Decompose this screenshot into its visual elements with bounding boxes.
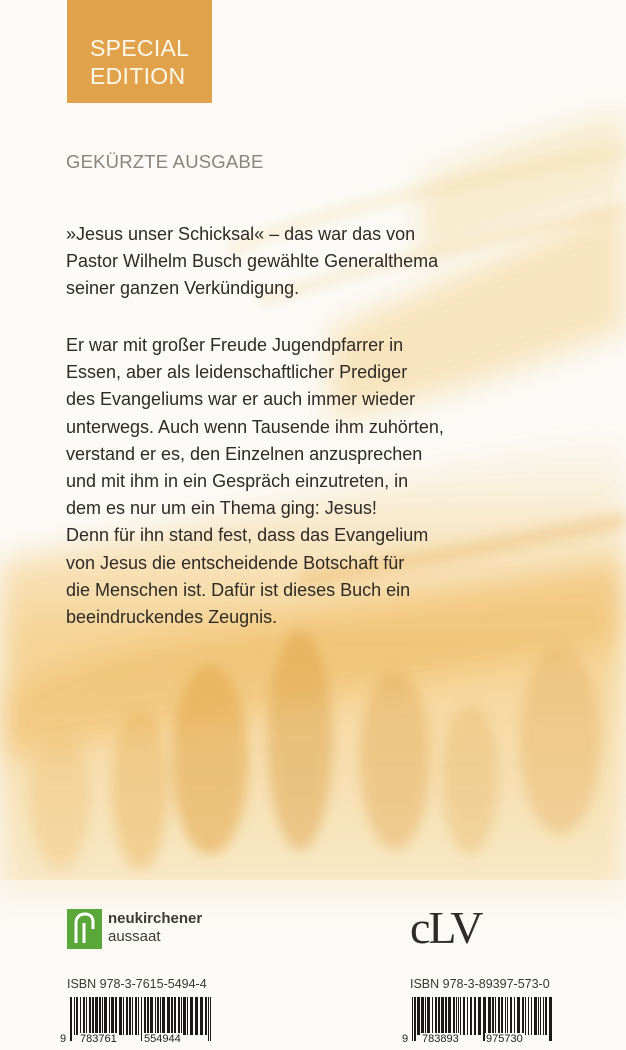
p1-line: Pastor Wilhelm Busch gewählte Generalthema [66, 251, 439, 272]
barcode-bar [200, 997, 203, 1035]
barcode-bar [425, 997, 426, 1035]
barcode-bar [460, 997, 461, 1035]
barcode-bar [522, 997, 524, 1035]
barcode-bar [531, 997, 532, 1035]
barcode-bar [514, 997, 515, 1035]
barcode-bar [495, 997, 496, 1035]
barcode-bar [132, 997, 133, 1035]
neukirchener-logo-icon [67, 909, 102, 949]
barcode-bar [74, 997, 75, 1035]
barcode-bar [505, 997, 506, 1035]
barcode-bar [445, 997, 447, 1035]
barcode-bar [510, 997, 512, 1035]
barcode-digit-group-1: 783893 [422, 1033, 459, 1045]
barcode-bar [76, 997, 78, 1035]
barcode-digit-group-2: 975730 [486, 1033, 523, 1045]
barcode-bar [126, 997, 128, 1035]
barcode-bar [171, 997, 173, 1035]
barcode-bar [540, 997, 541, 1035]
barcode-bar [92, 997, 94, 1035]
barcode-bar [160, 997, 161, 1035]
p1-line: »Jesus unser Schicksal« – das war das von [66, 224, 416, 244]
p1-line: seiner ganzen Verkündigung. [66, 278, 300, 299]
barcode-bar [109, 997, 110, 1035]
blurb-paragraph-1 [66, 221, 586, 303]
barcode-bar [458, 997, 459, 1035]
barcode-bar [162, 997, 165, 1035]
barcode-bar [86, 997, 87, 1035]
barcode-bar [150, 997, 153, 1035]
barcode-bar [525, 997, 526, 1035]
barcode-bar [507, 997, 508, 1035]
blurb-paragraph-2 [66, 332, 586, 631]
barcode-digit-group-2: 554944 [144, 1033, 181, 1045]
barcode-bar [438, 997, 440, 1035]
barcode-bar [448, 997, 451, 1035]
barcode-bar [99, 997, 101, 1035]
barcode-bar [181, 997, 182, 1035]
special-edition-badge [67, 0, 212, 103]
barcode-bar [467, 997, 468, 1035]
p2-line: Denn für ihn stand fest, dass das Evangelium [66, 525, 429, 546]
p2-line: und mit ihm in ein Gespräch einzutreten, in [66, 471, 409, 492]
p2-line: beeindruckendes Zeugnis. [66, 607, 278, 628]
barcode-bar [432, 997, 433, 1035]
p2-line: Essen, aber als leidenschaftlicher Prediger [66, 362, 408, 383]
barcode-bar [115, 997, 117, 1035]
barcode-bar [435, 997, 437, 1035]
barcode-bar [205, 997, 207, 1035]
barcode-bar [155, 997, 156, 1035]
p2-line: unterwegs. Auch wenn Tausende ihm zuhörten, [66, 416, 444, 437]
barcode-bar [138, 997, 139, 1035]
barcode-bar [528, 997, 529, 1035]
barcode-bar [195, 997, 198, 1035]
barcode-bar [111, 997, 114, 1035]
badge-line-1: SPECIAL [90, 35, 190, 61]
edition-subtitle: GEKÜRZTE AUSGABE [66, 151, 264, 172]
barcode-bar [190, 997, 193, 1035]
barcode-bar [534, 997, 537, 1035]
barcode-bar [174, 997, 176, 1035]
barcode-bar [441, 997, 444, 1035]
publisher-name-left: neukirchener [108, 910, 203, 927]
p2-line: die Menschen ist. Dafür ist dieses Buch ein [66, 579, 411, 600]
barcode-bar [183, 997, 186, 1035]
barcode-bar [543, 997, 544, 1035]
barcode-digit-group-1: 783761 [80, 1033, 117, 1045]
barcode-bar [123, 997, 124, 1035]
clv-logo: cLV [410, 902, 482, 953]
p2-line: von Jesus die entscheidende Botschaft für [66, 552, 405, 573]
barcode-digit-first: 9 [60, 1033, 67, 1045]
barcode-bar [129, 997, 131, 1035]
p2-line: dem es nur um ein Thema ging: Jesus! [66, 498, 377, 519]
barcode-bar [157, 997, 159, 1035]
barcode-bar [119, 997, 122, 1035]
barcode-digits [402, 1033, 555, 1047]
barcode-bar [83, 997, 85, 1035]
barcode-bar [427, 997, 430, 1035]
barcode-bar [498, 997, 500, 1035]
p2-line: des Evangeliums war er auch immer wieder [66, 389, 416, 410]
barcode-bar [538, 997, 539, 1035]
barcode-bar [545, 997, 547, 1035]
barcode-bar [517, 997, 520, 1035]
barcode-bar [187, 997, 188, 1035]
barcode-bar [147, 997, 149, 1035]
badge-line-2: EDITION [90, 63, 186, 89]
barcode-bar [478, 997, 481, 1035]
barcode-bar [89, 997, 91, 1035]
barcode-bar [474, 997, 476, 1035]
p2-line: Er war mit großer Freude Jugendpfarrer in [66, 335, 404, 355]
barcode-left [60, 997, 213, 1050]
barcode-bar [501, 997, 503, 1035]
barcode-bar [178, 997, 180, 1035]
barcode-bar [167, 997, 170, 1035]
barcode-bar [102, 997, 103, 1035]
barcode-bar [463, 997, 465, 1035]
barcode-bar [453, 997, 455, 1035]
barcode-right [402, 997, 555, 1050]
isbn-right: ISBN 978-3-89397-573-0 [410, 977, 550, 991]
barcode-bar [488, 997, 491, 1035]
barcode-bar [456, 997, 457, 1035]
barcode-bar [104, 997, 107, 1035]
barcode-bar [135, 997, 137, 1035]
p2-line: verstand er es, den Einzelnen anzusprechen [66, 443, 423, 464]
barcode-digits [60, 1033, 213, 1047]
barcode-digit-first: 9 [402, 1033, 409, 1045]
barcode-bar [95, 997, 98, 1035]
publisher-imprint-left: aussaat [108, 928, 161, 945]
isbn-left: ISBN 978-3-7615-5494-4 [67, 977, 207, 991]
barcode-bar [470, 997, 472, 1035]
barcode-bar [80, 997, 81, 1035]
barcode-bar [144, 997, 146, 1035]
barcode-bar [492, 997, 494, 1035]
barcode-bar [421, 997, 424, 1035]
barcode-bar [417, 997, 420, 1035]
